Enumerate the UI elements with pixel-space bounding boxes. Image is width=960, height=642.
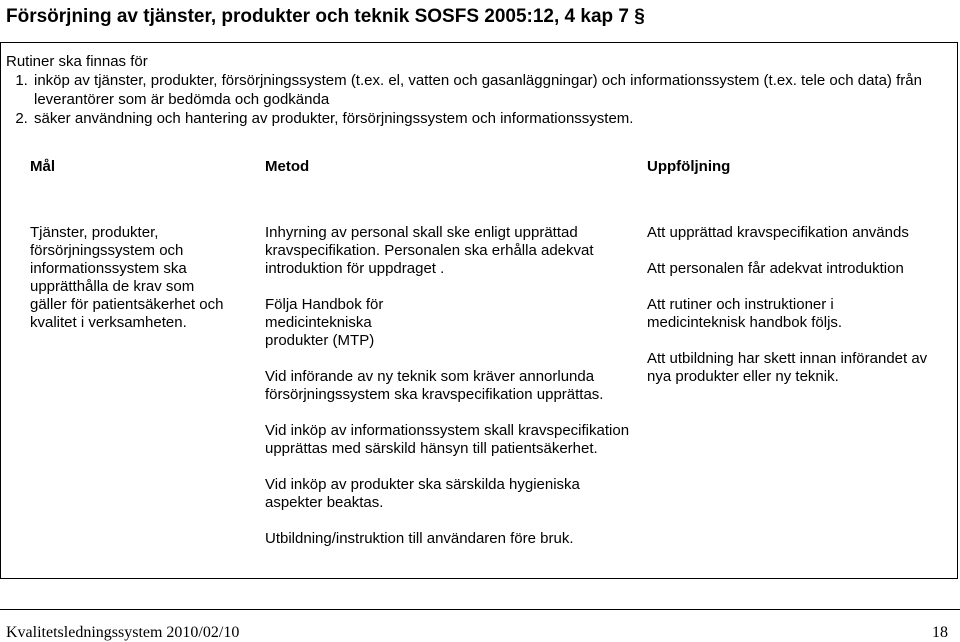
page-number: 18 [932, 624, 948, 641]
routines-list [6, 71, 934, 128]
routines-item: 1. inköp av tjänster, produkter, försörjningssystem (t.ex. el, vatten och gasanläggningar) och informationssystem (t.ex. tele och data) från leverantörer som är bedömda och godkända [32, 71, 934, 109]
metod-paragraph: Vid inköp av informationssystem skall kravspecifikation upprättas med särskild hänsyn till patientsäkerhet. [265, 422, 630, 457]
routines-section [6, 52, 934, 128]
uppfoljning-paragraph: Att personalen får adekvat introduktion [647, 260, 904, 277]
metod-paragraph: Vid inköp av produkter ska särskilda hygieniska aspekter beaktas. [265, 476, 580, 511]
mal-text: Tjänster, produkter, försörjningssystem och informationssystem ska upprätthålla de krav som gäller för patientsäkerhet och kvalitet i verksamheten. [30, 224, 224, 331]
column-header-uppfoljning: Uppföljning [647, 158, 731, 175]
uppfoljning-paragraph: Att utbildning har skett innan införandet av nya produkter eller ny teknik. [647, 350, 928, 385]
footer-rule [0, 609, 960, 610]
metod-cell [265, 224, 635, 566]
mal-cell [30, 224, 230, 350]
column-header-metod: Metod [265, 158, 310, 175]
routines-item: 2. säker användning och hantering av produkter, försörjningssystem och informationssystem. [32, 109, 934, 128]
metod-paragraph: Följa Handbok för medicintekniska produkter (MTP) [265, 296, 384, 349]
column-header-mal: Mål [30, 158, 56, 175]
page-title: Försörjning av tjänster, produkter och teknik SOSFS 2005:12, 4 kap 7 § [6, 6, 645, 27]
uppfoljning-cell [647, 224, 952, 404]
footer-text: Kvalitetsledningssystem 2010/02/10 [6, 624, 240, 641]
routines-intro: Rutiner ska finnas för [6, 53, 148, 70]
metod-paragraph: Utbildning/instruktion till användaren före bruk. [265, 530, 574, 547]
metod-paragraph: Vid införande av ny teknik som kräver annorlunda försörjningssystem ska kravspecifikation upprättas. [265, 368, 604, 403]
metod-paragraph: Inhyrning av personal skall ske enligt upprättad kravspecifikation. Personalen ska erhålla adekvat introduktion för uppdraget . [265, 224, 594, 277]
uppfoljning-paragraph: Att upprättad kravspecifikation används [647, 224, 909, 241]
uppfoljning-paragraph: Att rutiner och instruktioner i medicinteknisk handbok följs. [647, 296, 843, 331]
